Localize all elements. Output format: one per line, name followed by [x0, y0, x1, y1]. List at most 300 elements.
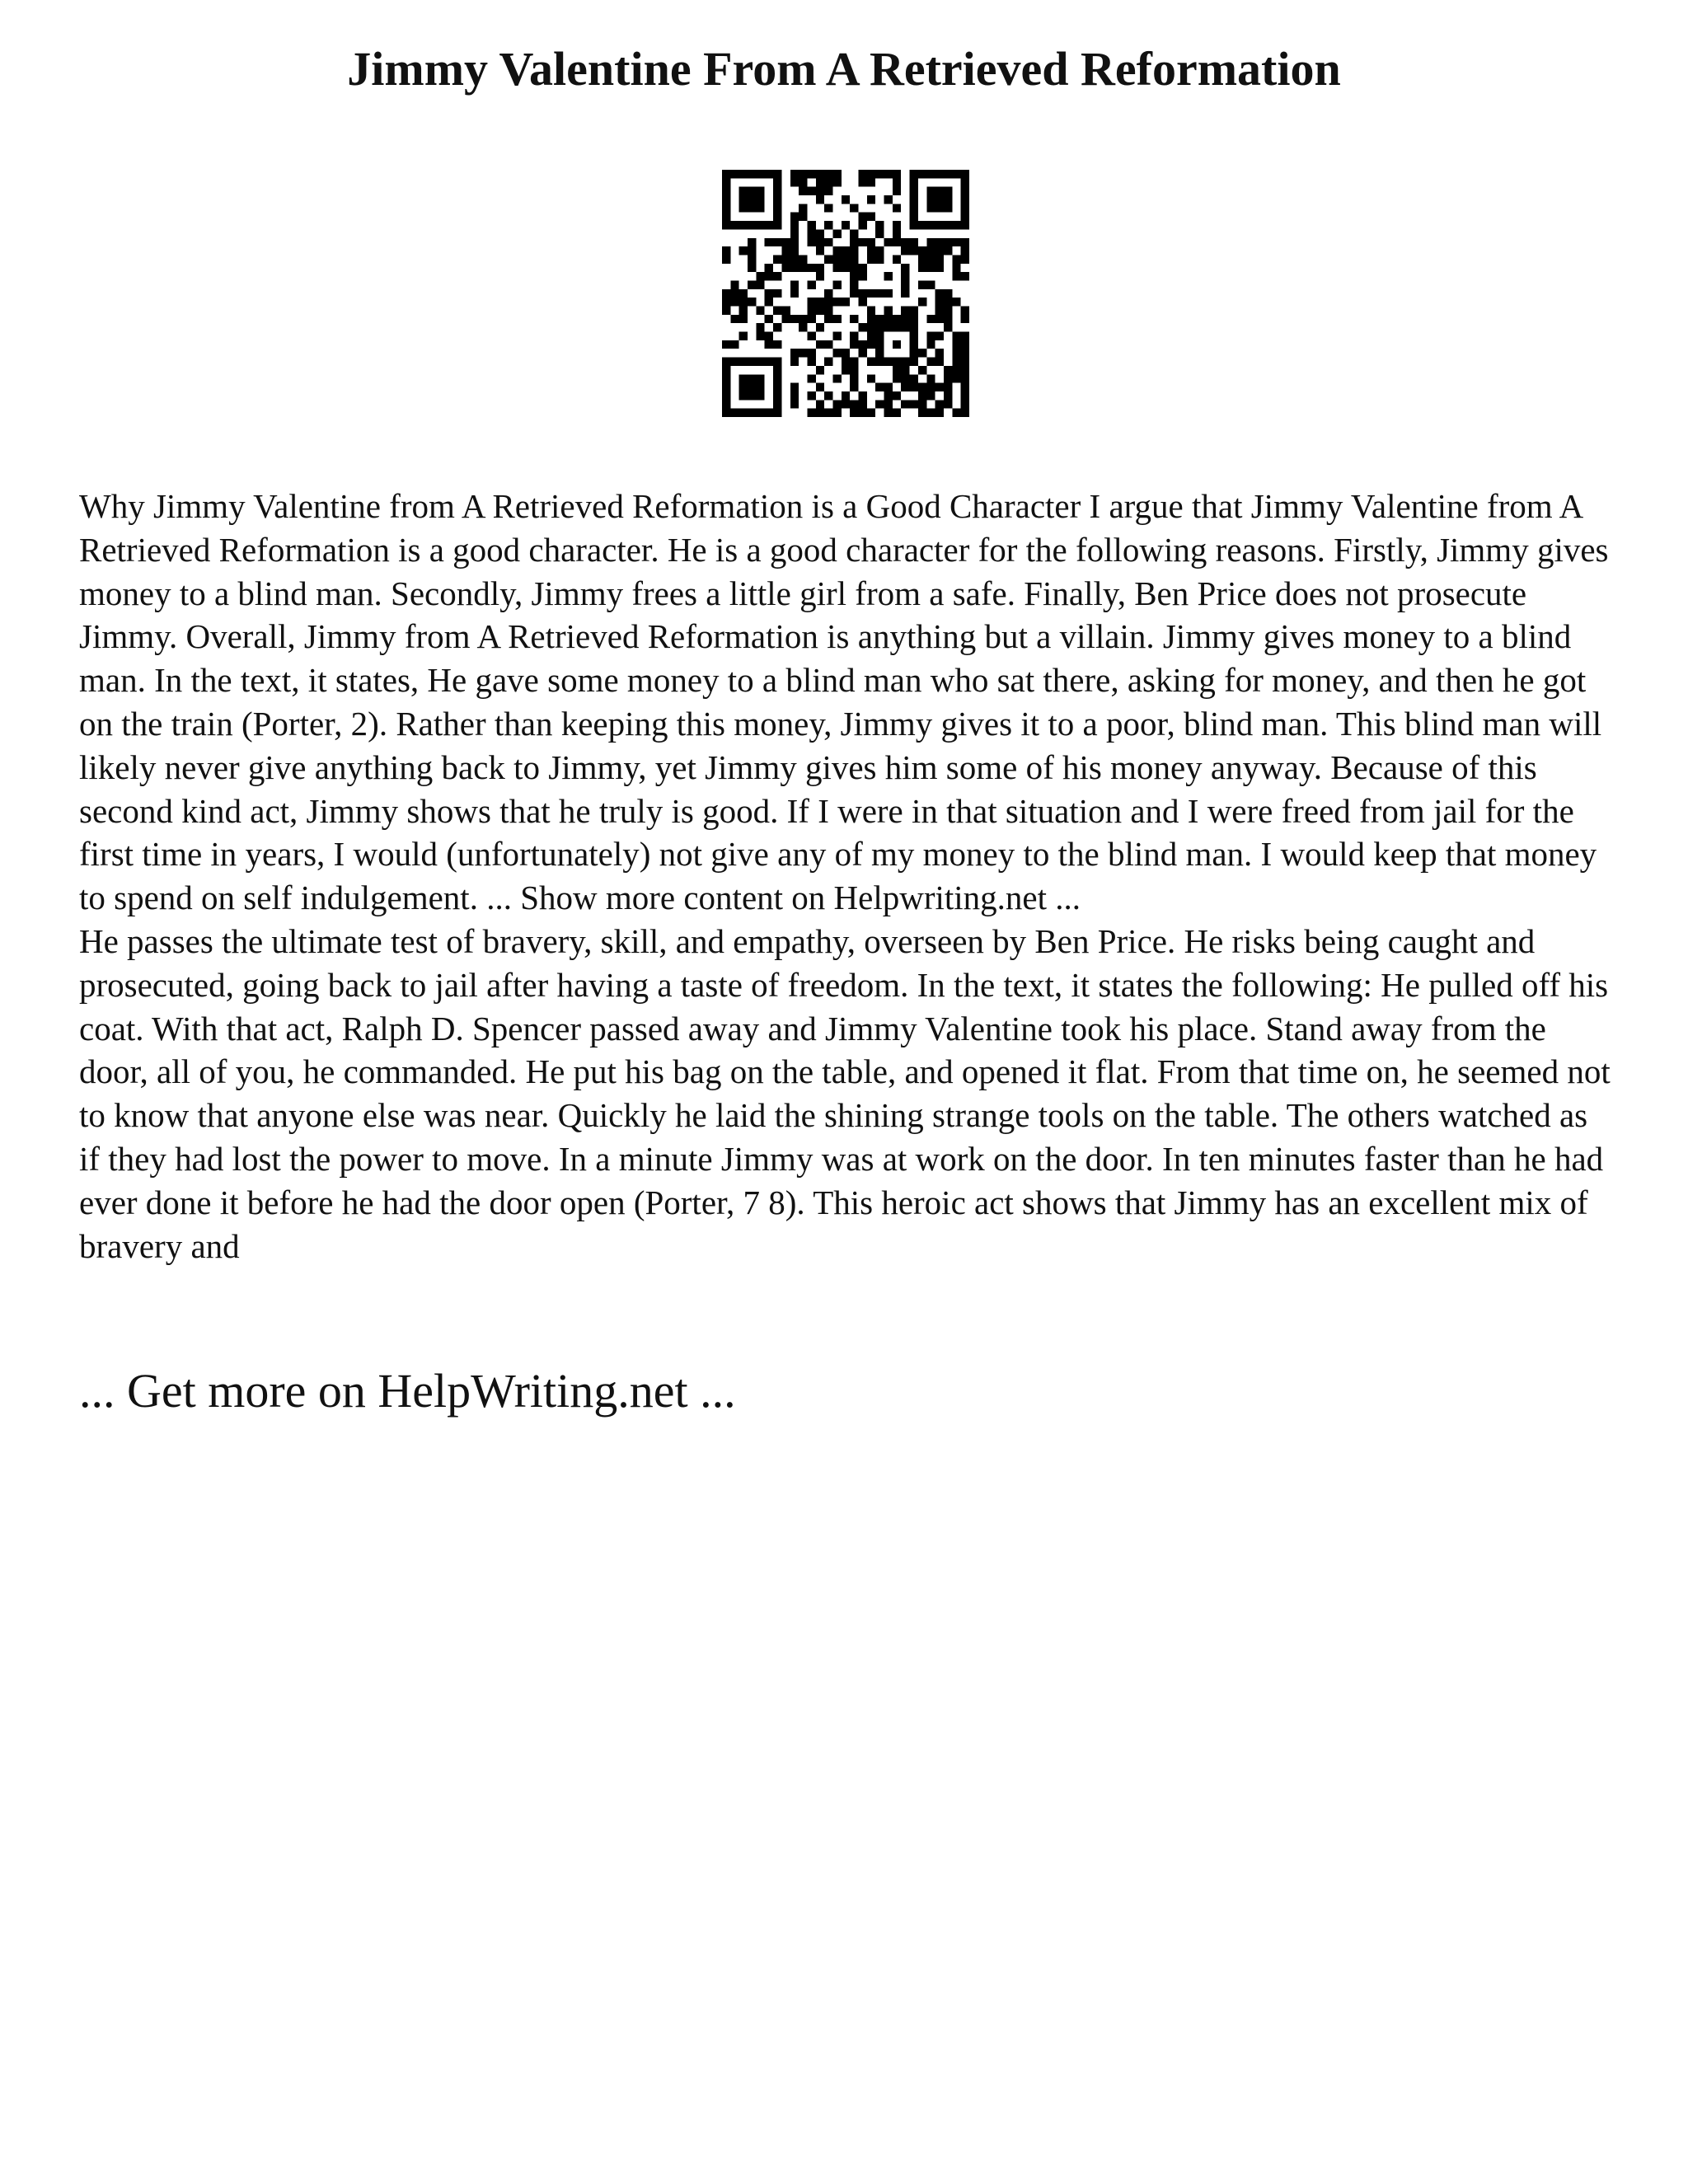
qr-module: [901, 383, 909, 391]
qr-module: [739, 391, 748, 400]
qr-module: [790, 289, 799, 298]
qr-module: [901, 272, 909, 280]
qr-module: [799, 213, 807, 221]
qr-module: [875, 400, 884, 408]
qr-module: [875, 383, 884, 391]
qr-module: [756, 280, 764, 288]
qr-module: [773, 195, 781, 204]
qr-module: [790, 178, 799, 186]
qr-module: [893, 340, 901, 349]
qr-module: [765, 340, 773, 349]
qr-module: [790, 229, 799, 237]
qr-module: [875, 332, 884, 340]
qr-module: [722, 255, 730, 263]
qr-module: [739, 332, 748, 340]
qr-module: [816, 307, 824, 315]
qr-module: [816, 195, 824, 204]
qr-module: [884, 391, 893, 400]
qr-module: [867, 315, 875, 323]
qr-module: [859, 349, 867, 357]
qr-module: [961, 272, 969, 280]
qr-module: [722, 400, 730, 408]
qr-module: [756, 332, 764, 340]
qr-module: [832, 246, 841, 255]
qr-module: [790, 349, 799, 357]
qr-module: [790, 383, 799, 391]
qr-module: [850, 340, 858, 349]
qr-module: [875, 246, 884, 255]
qr-module: [935, 307, 944, 315]
qr-module: [722, 409, 730, 417]
qr-module: [935, 400, 944, 408]
qr-module: [850, 383, 858, 391]
qr-module: [901, 280, 909, 288]
qr-module: [893, 187, 901, 195]
qr-module: [935, 349, 944, 357]
qr-module: [918, 221, 926, 229]
qr-module: [918, 298, 926, 306]
qr-code-icon[interactable]: [722, 170, 969, 417]
qr-module: [832, 264, 841, 272]
qr-module: [859, 400, 867, 408]
qr-module: [952, 298, 960, 306]
qr-module: [730, 340, 738, 349]
qr-module: [935, 238, 944, 246]
qr-module: [961, 366, 969, 374]
qr-module: [935, 187, 944, 195]
qr-module: [790, 238, 799, 246]
qr-module: [773, 213, 781, 221]
qr-module: [961, 349, 969, 357]
qr-module: [884, 289, 893, 298]
qr-module: [816, 170, 824, 178]
qr-module: [926, 221, 935, 229]
qr-module: [910, 204, 918, 212]
qr-module: [739, 307, 748, 315]
qr-module: [832, 409, 841, 417]
qr-module: [756, 221, 764, 229]
document-title: Jimmy Valentine From A Retrieved Reformation: [347, 42, 1341, 96]
qr-module: [824, 289, 832, 298]
qr-module: [926, 238, 935, 246]
qr-module: [875, 349, 884, 357]
qr-module: [748, 204, 756, 212]
qr-module: [935, 315, 944, 323]
qr-module: [859, 178, 867, 186]
qr-module: [910, 307, 918, 315]
qr-module: [832, 298, 841, 306]
qr-module: [926, 264, 935, 272]
qr-module: [850, 315, 858, 323]
qr-module: [935, 358, 944, 366]
qr-module: [748, 170, 756, 178]
qr-module: [901, 315, 909, 323]
qr-module: [918, 383, 926, 391]
qr-module: [859, 213, 867, 221]
qr-module: [799, 323, 807, 331]
qr-module: [867, 332, 875, 340]
qr-module: [867, 238, 875, 246]
qr-module: [935, 298, 944, 306]
qr-module: [781, 255, 790, 263]
qr-module: [884, 307, 893, 315]
qr-module: [867, 213, 875, 221]
qr-module: [884, 272, 893, 280]
qr-module: [790, 170, 799, 178]
qr-module: [756, 272, 764, 280]
qr-module: [722, 383, 730, 391]
qr-module: [773, 289, 781, 298]
qr-module: [765, 409, 773, 417]
qr-module: [790, 391, 799, 400]
qr-module: [952, 221, 960, 229]
qr-module: [739, 170, 748, 178]
qr-module: [935, 204, 944, 212]
qr-module: [935, 246, 944, 255]
qr-module: [739, 246, 748, 255]
qr-module: [730, 409, 738, 417]
body-paragraph: He passes the ultimate test of bravery, skill, and empathy, overseen by Ben Price. He risks being caught and prosecuted, going back to jail after having a taste of freedom. In the text, it states the following: He pulled off his coat. With that act, Ralph D. Spencer passed away and Jimmy Valentine took his place. Stand away from the door, all of you, he commanded. He put his bag on the table, and opened it flat. From that time on, he seemed not to know that anyone else was near. Quickly he laid the shining strange tools on the table. The others watched as if they had lost the power to move. In a minute Jimmy was at work on the door. In ten minutes faster than he had ever done it before he had the door open (Porter, 7 8). This heroic act shows that Jimmy has an excellent mix of bravery and: [79, 921, 1611, 1265]
qr-module: [901, 400, 909, 408]
qr-module: [832, 229, 841, 237]
qr-module: [739, 204, 748, 212]
qr-module: [952, 374, 960, 382]
qr-module: [790, 221, 799, 229]
qr-module: [765, 298, 773, 306]
qr-module: [850, 280, 858, 288]
qr-module: [935, 195, 944, 204]
qr-module: [910, 400, 918, 408]
qr-module: [722, 187, 730, 195]
qr-module: [756, 323, 764, 331]
qr-module: [952, 272, 960, 280]
qr-module: [739, 187, 748, 195]
qr-module: [722, 307, 730, 315]
qr-module: [824, 409, 832, 417]
qr-module: [850, 204, 858, 212]
qr-module: [867, 340, 875, 349]
qr-module: [944, 307, 952, 315]
qr-module: [901, 374, 909, 382]
qr-module: [910, 323, 918, 331]
qr-module: [748, 383, 756, 391]
qr-module: [961, 391, 969, 400]
qr-module: [859, 289, 867, 298]
qr-module: [901, 238, 909, 246]
qr-module: [867, 289, 875, 298]
qr-module: [722, 246, 730, 255]
qr-module: [961, 307, 969, 315]
qr-module: [765, 238, 773, 246]
qr-module: [799, 255, 807, 263]
qr-module: [893, 238, 901, 246]
qr-module: [756, 204, 764, 212]
qr-module: [832, 255, 841, 263]
qr-module: [842, 221, 850, 229]
qr-module: [722, 298, 730, 306]
qr-module: [918, 366, 926, 374]
qr-module: [756, 195, 764, 204]
qr-module: [850, 332, 858, 340]
qr-module: [773, 391, 781, 400]
qr-module: [884, 238, 893, 246]
qr-module: [739, 298, 748, 306]
qr-module: [850, 246, 858, 255]
qr-module: [722, 358, 730, 366]
qr-module: [824, 315, 832, 323]
qr-module: [910, 246, 918, 255]
qr-module: [944, 400, 952, 408]
qr-module: [961, 383, 969, 391]
qr-module: [910, 178, 918, 186]
qr-module: [816, 229, 824, 237]
qr-module: [765, 221, 773, 229]
qr-module: [884, 170, 893, 178]
qr-module: [961, 221, 969, 229]
qr-module: [816, 323, 824, 331]
qr-module: [722, 221, 730, 229]
qr-module: [961, 246, 969, 255]
qr-module: [961, 340, 969, 349]
qr-module: [926, 246, 935, 255]
qr-module: [730, 298, 738, 306]
qr-module: [875, 358, 884, 366]
qr-module: [893, 229, 901, 237]
qr-module: [918, 246, 926, 255]
qr-module: [748, 409, 756, 417]
qr-module: [722, 374, 730, 382]
qr-module: [893, 358, 901, 366]
qr-module: [850, 264, 858, 272]
qr-module: [850, 409, 858, 417]
qr-module: [918, 409, 926, 417]
qr-module: [756, 358, 764, 366]
qr-module: [867, 170, 875, 178]
qr-module: [773, 323, 781, 331]
qr-module: [799, 170, 807, 178]
qr-module: [722, 213, 730, 221]
qr-module: [910, 187, 918, 195]
body-paragraph: Why Jimmy Valentine from A Retrieved Reformation is a Good Character I argue that Jimmy Valentine from A Retrieved Reformation is a good character. He is a good character for the following reasons. Firstly, Jimmy gives money to a blind man. Secondly, Jimmy frees a little girl from a safe. Finally, Ben Price does not prosecute Jimmy. Overall, Jimmy from A Retrieved Reformation is anything but a villain. Jimmy gives money to a blind man. In the text, it states, He gave some money to a blind man who sat there, asking for money, and then he got on the train (Porter, 2). Rather than keeping this money, Jimmy gives it to a poor, blind man. This blind man will likely never give anything back to Jimmy, yet Jimmy gives him some of his money anyway. Because of this second kind act, Jimmy shows that he truly is good. If I were in that situation and I were freed from jail for the first time in years, I would (unfortunately) not give any of my money to the blind man. I would keep that money to spend on self indulgement. ... Show more content on Helpwriting.net ...: [79, 487, 1609, 917]
qr-module: [773, 366, 781, 374]
qr-module: [901, 264, 909, 272]
qr-module: [926, 280, 935, 288]
qr-module: [935, 289, 944, 298]
qr-module: [901, 323, 909, 331]
qr-module: [790, 358, 799, 366]
qr-module: [816, 272, 824, 280]
qr-module: [773, 178, 781, 186]
qr-module: [952, 358, 960, 366]
qr-module: [824, 187, 832, 195]
qr-module: [910, 170, 918, 178]
qr-module: [910, 340, 918, 349]
qr-module: [961, 332, 969, 340]
qr-module: [952, 170, 960, 178]
qr-module: [756, 187, 764, 195]
qr-module: [961, 213, 969, 221]
qr-module: [850, 229, 858, 237]
qr-module: [790, 400, 799, 408]
qr-module: [739, 195, 748, 204]
qr-module: [722, 178, 730, 186]
qr-module: [765, 272, 773, 280]
qr-module: [867, 178, 875, 186]
qr-module: [832, 332, 841, 340]
qr-module: [842, 358, 850, 366]
qr-module: [952, 366, 960, 374]
qr-module: [722, 195, 730, 204]
qr-module: [918, 349, 926, 357]
qr-module: [961, 187, 969, 195]
qr-module: [926, 409, 935, 417]
qr-module: [765, 170, 773, 178]
qr-module: [816, 366, 824, 374]
qr-module: [859, 391, 867, 400]
qr-module: [961, 400, 969, 408]
qr-module: [944, 238, 952, 246]
get-more-link[interactable]: ... Get more on HelpWriting.net ...: [79, 1364, 736, 1418]
qr-module: [842, 195, 850, 204]
qr-module: [790, 264, 799, 272]
qr-module: [893, 374, 901, 382]
qr-module: [807, 391, 815, 400]
qr-module: [832, 315, 841, 323]
qr-module: [799, 204, 807, 212]
qr-module: [952, 255, 960, 263]
qr-module: [875, 289, 884, 298]
qr-module: [926, 187, 935, 195]
qr-module: [781, 246, 790, 255]
qr-module: [867, 246, 875, 255]
qr-module: [884, 358, 893, 366]
qr-module: [961, 178, 969, 186]
qr-module: [765, 358, 773, 366]
qr-module: [807, 264, 815, 272]
qr-module: [748, 280, 756, 288]
qr-module: [926, 170, 935, 178]
qr-module: [918, 170, 926, 178]
qr-module: [918, 400, 926, 408]
qr-module: [944, 383, 952, 391]
qr-module: [824, 391, 832, 400]
qr-module: [893, 323, 901, 331]
qr-module: [926, 391, 935, 400]
qr-module: [832, 280, 841, 288]
qr-module: [756, 409, 764, 417]
qr-module: [944, 195, 952, 204]
qr-module: [832, 178, 841, 186]
qr-module: [893, 409, 901, 417]
qr-module: [901, 366, 909, 374]
qr-module: [807, 238, 815, 246]
qr-module: [859, 221, 867, 229]
qr-module: [730, 358, 738, 366]
qr-module: [910, 332, 918, 340]
qr-module: [739, 409, 748, 417]
qr-module: [807, 409, 815, 417]
qr-module: [748, 238, 756, 246]
qr-module: [765, 332, 773, 340]
qr-module: [799, 264, 807, 272]
qr-module: [832, 400, 841, 408]
qr-module: [910, 213, 918, 221]
qr-module: [807, 332, 815, 340]
qr-module: [859, 170, 867, 178]
qr-module: [910, 358, 918, 366]
qr-module: [842, 391, 850, 400]
qr-module: [748, 374, 756, 382]
qr-module: [910, 221, 918, 229]
qr-module: [884, 409, 893, 417]
qr-module: [832, 170, 841, 178]
qr-module: [884, 315, 893, 323]
qr-module: [765, 264, 773, 272]
qr-module: [790, 315, 799, 323]
qr-module: [944, 204, 952, 212]
qr-module: [850, 238, 858, 246]
qr-module: [952, 409, 960, 417]
qr-module: [842, 298, 850, 306]
qr-module: [944, 221, 952, 229]
qr-module: [781, 238, 790, 246]
qr-module: [893, 315, 901, 323]
qr-module: [824, 178, 832, 186]
qr-module: [773, 409, 781, 417]
qr-module: [773, 272, 781, 280]
qr-module: [722, 170, 730, 178]
qr-module: [722, 204, 730, 212]
qr-module: [961, 358, 969, 366]
qr-module: [935, 383, 944, 391]
qr-module: [748, 358, 756, 366]
qr-module: [901, 307, 909, 315]
qr-module: [961, 255, 969, 263]
qr-module: [961, 238, 969, 246]
qr-module: [773, 221, 781, 229]
qr-module: [816, 238, 824, 246]
qr-module: [807, 280, 815, 288]
qr-module: [756, 383, 764, 391]
qr-module: [867, 307, 875, 315]
qr-module: [781, 307, 790, 315]
qr-module: [807, 170, 815, 178]
qr-module: [918, 391, 926, 400]
qr-module: [867, 323, 875, 331]
qr-module: [842, 400, 850, 408]
qr-module: [773, 170, 781, 178]
qr-module: [807, 307, 815, 315]
qr-module: [893, 170, 901, 178]
qr-module: [748, 187, 756, 195]
qr-module: [773, 374, 781, 382]
qr-module: [859, 409, 867, 417]
qr-module: [952, 349, 960, 357]
qr-module: [859, 323, 867, 331]
qr-module: [842, 255, 850, 263]
qr-module: [739, 221, 748, 229]
qr-module: [816, 264, 824, 272]
qr-module: [935, 264, 944, 272]
qr-module: [807, 358, 815, 366]
qr-module: [944, 246, 952, 255]
qr-module: [910, 374, 918, 382]
qr-module: [832, 374, 841, 382]
qr-module: [722, 289, 730, 298]
qr-module: [773, 340, 781, 349]
qr-module: [901, 246, 909, 255]
qr-module: [910, 195, 918, 204]
